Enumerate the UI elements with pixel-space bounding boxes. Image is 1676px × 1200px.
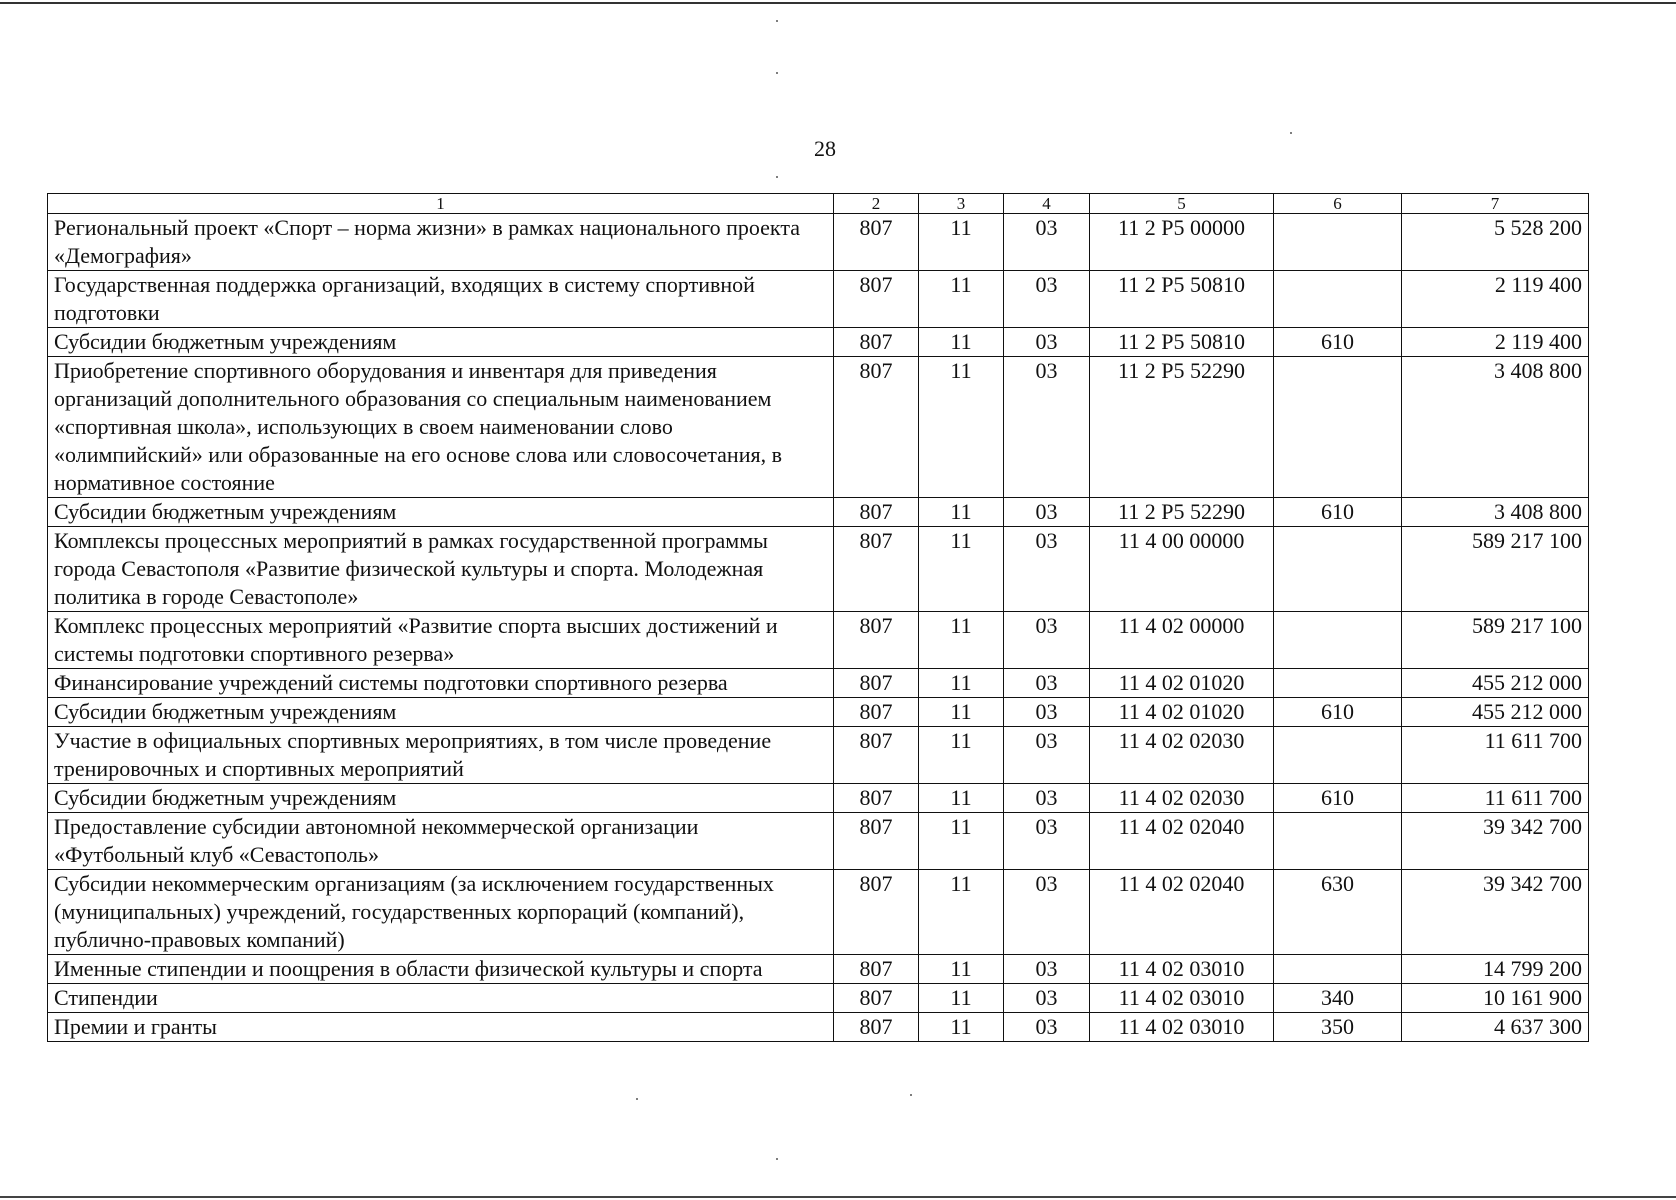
subsection-code-cell: 03 [1004,612,1090,669]
amount-cell: 455 212 000 [1402,669,1589,698]
section-code-cell: 11 [919,214,1004,271]
table-row [48,669,1589,698]
scan-edge-top [0,2,1676,4]
grbs-code-cell: 807 [834,870,919,955]
table-row [48,813,1589,870]
row-name-cell: Премии и гранты [48,1013,834,1042]
grbs-code-cell: 807 [834,357,919,498]
target-article-cell: 11 2 P5 52290 [1090,357,1274,498]
target-article-cell: 11 2 P5 52290 [1090,498,1274,527]
target-article-cell: 11 4 02 03010 [1090,955,1274,984]
subsection-code-cell: 03 [1004,955,1090,984]
table-row [48,612,1589,669]
table-row [48,498,1589,527]
section-code-cell: 11 [919,784,1004,813]
row-name-cell: Субсидии бюджетным учреждениям [48,698,834,727]
amount-cell: 39 342 700 [1402,870,1589,955]
grbs-code-cell: 807 [834,612,919,669]
row-name-cell: Комплексы процессных мероприятий в рамках государственной программы города Севастополя «Развитие физической культуры и спорта. Молодежная политика в городе Севастополе» [48,527,834,612]
subsection-code-cell: 03 [1004,1013,1090,1042]
row-name-cell: Субсидии бюджетным учреждениям [48,784,834,813]
target-article-cell: 11 4 02 03010 [1090,1013,1274,1042]
row-name-cell: Участие в официальных спортивных мероприятиях, в том числе проведение тренировочных и спортивных мероприятий [48,727,834,784]
subsection-code-cell: 03 [1004,784,1090,813]
table-row [48,870,1589,955]
scan-speck [776,176,778,178]
row-name-cell: Региональный проект «Спорт – норма жизни» в рамках национального проекта «Демография» [48,214,834,271]
row-name-cell: Финансирование учреждений системы подготовки спортивного резерва [48,669,834,698]
expense-type-cell: 610 [1274,498,1402,527]
table-row [48,984,1589,1013]
table-row [48,328,1589,357]
column-number-row [48,194,1589,214]
section-code-cell: 11 [919,813,1004,870]
section-code-cell: 11 [919,271,1004,328]
section-code-cell: 11 [919,498,1004,527]
grbs-code-cell: 807 [834,214,919,271]
target-article-cell: 11 4 02 03010 [1090,984,1274,1013]
amount-cell: 39 342 700 [1402,813,1589,870]
row-name-cell: Приобретение спортивного оборудования и инвентаря для приведения организаций дополнительного образования со специальным наименованием «спортивная школа», использующих в своем наименовании слово «олимпийский» или образованные на его основе слова или словосочетания, в нормативное состояние [48,357,834,498]
table-row [48,727,1589,784]
column-number-3: 3 [919,194,1004,214]
target-article-cell: 11 4 02 01020 [1090,669,1274,698]
grbs-code-cell: 807 [834,271,919,328]
target-article-cell: 11 4 02 02040 [1090,813,1274,870]
grbs-code-cell: 807 [834,784,919,813]
section-code-cell: 11 [919,698,1004,727]
scan-speck [776,72,778,74]
expense-type-cell [1274,271,1402,328]
amount-cell: 11 611 700 [1402,727,1589,784]
row-name-cell: Субсидии бюджетным учреждениям [48,328,834,357]
table-row [48,214,1589,271]
budget-table-body [48,214,1589,1042]
grbs-code-cell: 807 [834,955,919,984]
scan-edge-bottom [0,1196,1676,1198]
table-row [48,357,1589,498]
amount-cell: 2 119 400 [1402,271,1589,328]
row-name-cell: Субсидии бюджетным учреждениям [48,498,834,527]
subsection-code-cell: 03 [1004,813,1090,870]
subsection-code-cell: 03 [1004,498,1090,527]
expense-type-cell: 630 [1274,870,1402,955]
grbs-code-cell: 807 [834,698,919,727]
amount-cell: 455 212 000 [1402,698,1589,727]
expense-type-cell [1274,669,1402,698]
expense-type-cell: 610 [1274,328,1402,357]
scan-speck [910,1094,912,1096]
expense-type-cell: 340 [1274,984,1402,1013]
row-name-cell: Субсидии некоммерческим организациям (за исключением государственных (муниципальных) учреждений, государственных корпораций (компаний), публично-правовых компаний) [48,870,834,955]
expense-type-cell: 610 [1274,784,1402,813]
expense-type-cell [1274,813,1402,870]
grbs-code-cell: 807 [834,813,919,870]
table-row [48,784,1589,813]
target-article-cell: 11 4 02 01020 [1090,698,1274,727]
target-article-cell: 11 4 02 02030 [1090,784,1274,813]
target-article-cell: 11 4 02 02040 [1090,870,1274,955]
target-article-cell: 11 4 02 02030 [1090,727,1274,784]
expense-type-cell [1274,214,1402,271]
expense-type-cell: 350 [1274,1013,1402,1042]
row-name-cell: Государственная поддержка организаций, входящих в систему спортивной подготовки [48,271,834,328]
page-number: 28 [814,136,836,161]
budget-table [47,193,1589,1042]
table-row [48,271,1589,328]
amount-cell: 10 161 900 [1402,984,1589,1013]
section-code-cell: 11 [919,612,1004,669]
subsection-code-cell: 03 [1004,669,1090,698]
column-number-7: 7 [1402,194,1589,214]
expense-type-cell [1274,955,1402,984]
subsection-code-cell: 03 [1004,698,1090,727]
table-row [48,955,1589,984]
amount-cell: 589 217 100 [1402,612,1589,669]
grbs-code-cell: 807 [834,669,919,698]
subsection-code-cell: 03 [1004,870,1090,955]
section-code-cell: 11 [919,328,1004,357]
expense-type-cell: 610 [1274,698,1402,727]
scan-speck [636,1098,638,1100]
expense-type-cell [1274,357,1402,498]
section-code-cell: 11 [919,984,1004,1013]
section-code-cell: 11 [919,870,1004,955]
subsection-code-cell: 03 [1004,527,1090,612]
target-article-cell: 11 2 P5 50810 [1090,271,1274,328]
grbs-code-cell: 807 [834,527,919,612]
amount-cell: 3 408 800 [1402,357,1589,498]
row-name-cell: Комплекс процессных мероприятий «Развитие спорта высших достижений и системы подготовки спортивного резерва» [48,612,834,669]
table-row [48,1013,1589,1042]
section-code-cell: 11 [919,727,1004,784]
section-code-cell: 11 [919,669,1004,698]
scan-speck [776,1158,778,1160]
row-name-cell: Предоставление субсидии автономной некоммерческой организации «Футбольный клуб «Севастополь» [48,813,834,870]
grbs-code-cell: 807 [834,984,919,1013]
amount-cell: 3 408 800 [1402,498,1589,527]
section-code-cell: 11 [919,955,1004,984]
table-row [48,698,1589,727]
subsection-code-cell: 03 [1004,357,1090,498]
grbs-code-cell: 807 [834,1013,919,1042]
row-name-cell: Именные стипендии и поощрения в области физической культуры и спорта [48,955,834,984]
amount-cell: 2 119 400 [1402,328,1589,357]
subsection-code-cell: 03 [1004,984,1090,1013]
column-number-4: 4 [1004,194,1090,214]
column-number-2: 2 [834,194,919,214]
amount-cell: 589 217 100 [1402,527,1589,612]
section-code-cell: 11 [919,527,1004,612]
amount-cell: 11 611 700 [1402,784,1589,813]
column-number-1: 1 [48,194,834,214]
section-code-cell: 11 [919,1013,1004,1042]
section-code-cell: 11 [919,357,1004,498]
scan-speck [776,20,778,22]
target-article-cell: 11 4 00 00000 [1090,527,1274,612]
target-article-cell: 11 2 P5 50810 [1090,328,1274,357]
scan-speck [1290,132,1292,134]
subsection-code-cell: 03 [1004,271,1090,328]
target-article-cell: 11 2 P5 00000 [1090,214,1274,271]
subsection-code-cell: 03 [1004,214,1090,271]
subsection-code-cell: 03 [1004,328,1090,357]
grbs-code-cell: 807 [834,727,919,784]
table-row [48,527,1589,612]
expense-type-cell [1274,612,1402,669]
amount-cell: 5 528 200 [1402,214,1589,271]
expense-type-cell [1274,527,1402,612]
row-name-cell: Стипендии [48,984,834,1013]
grbs-code-cell: 807 [834,328,919,357]
column-number-5: 5 [1090,194,1274,214]
amount-cell: 14 799 200 [1402,955,1589,984]
column-number-6: 6 [1274,194,1402,214]
target-article-cell: 11 4 02 00000 [1090,612,1274,669]
amount-cell: 4 637 300 [1402,1013,1589,1042]
subsection-code-cell: 03 [1004,727,1090,784]
grbs-code-cell: 807 [834,498,919,527]
expense-type-cell [1274,727,1402,784]
